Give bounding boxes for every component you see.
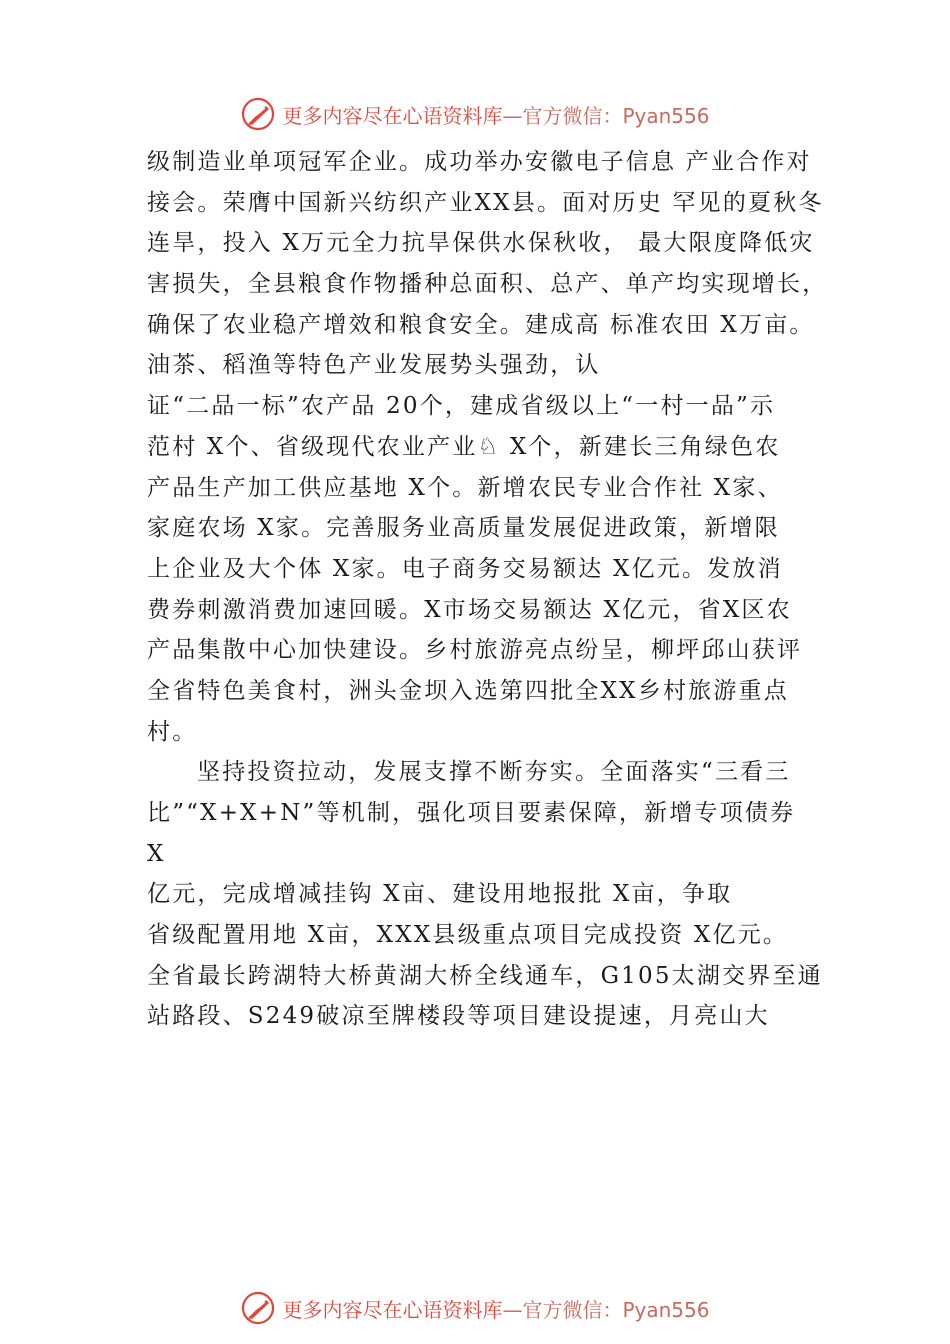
- text-line: 坚持投资拉动，发展支撑不断夯实。全面落实“三看三: [197, 759, 791, 786]
- text-line: 上企业及大个体 X家。电子商务交易额达 X亿元。发放消: [147, 555, 783, 582]
- text-line: 害损失，全县粮食作物播种总面积、总产、单产均实现增长，: [147, 271, 828, 298]
- watermark-brand: 更多内容尽在心语资料库: [282, 103, 503, 128]
- text-line: 家庭农场 X家。完善服务业高质量发展促进政策，新增限: [147, 515, 780, 542]
- paragraph-agriculture-services: [147, 142, 837, 752]
- text-line: 亿元，完成增减挂钩 X亩、建设用地报批 X亩，争取: [147, 881, 733, 908]
- footer-watermark: [0, 1288, 950, 1328]
- text-line: 确保了农业稳产增效和粮食安全。建成高 标准农田 X万亩。: [147, 311, 815, 338]
- document-body: [147, 142, 837, 1037]
- text-line: 费券刺激消费加速回暖。X市场交易额达 X亿元，省X区农: [147, 596, 792, 623]
- watermark-brand: 更多内容尽在心语资料库: [282, 1297, 503, 1322]
- watermark-text: [282, 1294, 709, 1323]
- text-line: 接会。荣膺中国新兴纺织产业XX县。面对历史 罕见的夏秋冬: [147, 189, 824, 216]
- text-line: 省级配置用地 X亩，XXX县级重点项目完成投资 X亿元。: [147, 922, 789, 949]
- text-line: 全省最长跨湖特大桥黄湖大桥全线通车，G105太湖交界至通: [147, 962, 823, 989]
- text-line: 连旱，投入 X万元全力抗旱保供水保秋收， 最大限度降低灾: [147, 230, 815, 257]
- quill-logo-icon: [240, 1290, 276, 1326]
- text-line: 油茶、稻渔等特色产业发展势头强劲，认: [147, 352, 601, 379]
- text-line: 产品生产加工供应基地 X个。新增农民专业合作社 X家、: [147, 474, 783, 501]
- text-line: 村。: [147, 718, 198, 745]
- paragraph-investment: [147, 752, 837, 1037]
- quill-logo-icon: [240, 96, 276, 132]
- text-line: 范村 X个、省级现代农业产业♘ X个，新建长三角绿色农: [147, 433, 781, 460]
- header-watermark: [0, 94, 950, 134]
- text-line: 比”“X+X+N”等机制，强化项目要素保障，新增专项债券: [147, 800, 796, 826]
- watermark-contact: —官方微信：Pyan556: [502, 103, 710, 128]
- text-line: 产品集散中心加快建设。乡村旅游亮点纷呈，柳坪邱山获评: [147, 637, 803, 664]
- text-line: 级制造业单项冠军企业。成功举办安徽电子信息 产业合作对: [147, 149, 812, 175]
- text-line: 全省特色美食村，洲头金坝入选第四批全XX乡村旅游重点: [147, 677, 789, 704]
- text-line: X: [147, 840, 166, 867]
- watermark-contact: —官方微信：Pyan556: [502, 1297, 710, 1322]
- watermark-text: [282, 100, 709, 129]
- text-line: 证“二品一标”农产品 20个，建成省级以上“一村一品”示: [147, 393, 776, 420]
- text-line: 站路段、S249破凉至牌楼段等项目建设提速，月亮山大: [147, 1003, 770, 1030]
